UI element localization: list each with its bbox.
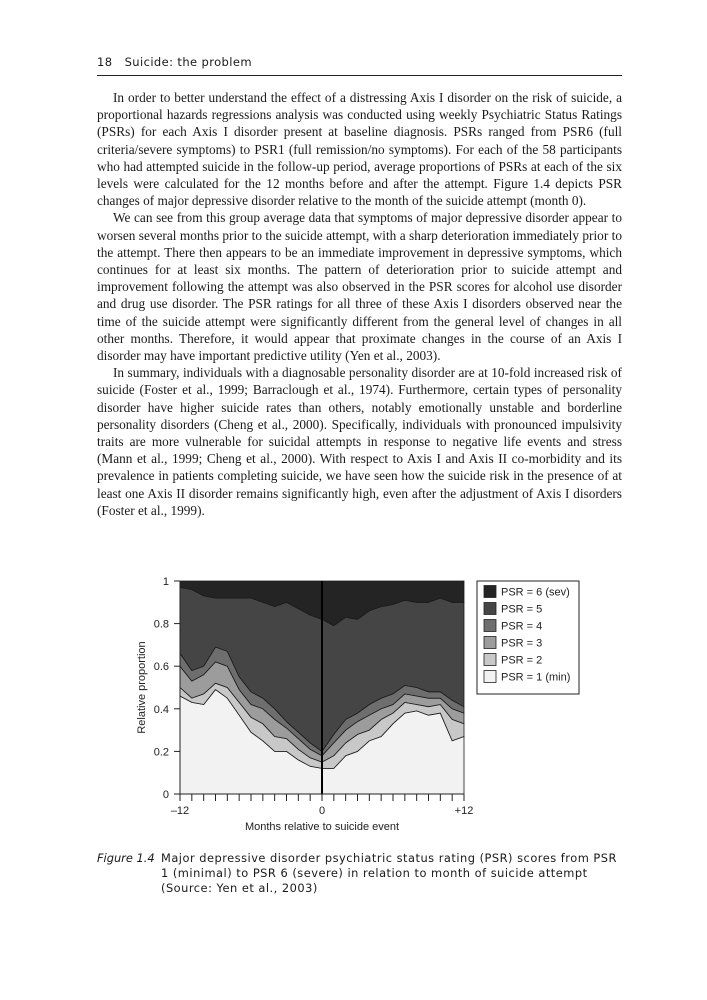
paragraph: In order to better understand the effect of a distressing Axis I disorder on the risk of suicide, a proportional hazards regressions analysis was conducted using weekly Psychiatric Status Ratings (PSRs) for each Axis I disorder present at baseline diagnosis. PSRs ranged from PSR6 (full criteria/severe symptoms) to PSR1 (full remission/no symptoms). For each of the 58 participants who had attempted suicide in the follow-up period, average proportions of PSRs at each of the six levels were calculated for the 12 months before and after the attempt. Figure 1.4 depicts PSR changes of major depressive disorder relative to the month of the suicide attempt (month 0). [97, 90, 622, 209]
y-tick-label: 1 [162, 576, 169, 588]
x-tick-label: –12 [170, 805, 190, 817]
legend-swatch [484, 637, 496, 649]
legend-label: PSR = 5 [501, 603, 543, 616]
legend-swatch [484, 671, 496, 683]
legend-swatch [484, 654, 496, 666]
running-head [97, 55, 622, 69]
y-tick-label: 0 [162, 789, 169, 801]
header-rule [97, 75, 622, 76]
caption-text: Major depressive disorder psychiatric status rating (PSR) scores from PSR 1 (minimal) to PSR 6 (severe) in relation to month of suicide attempt (Source: Yen et al., 2003) [161, 851, 617, 895]
paragraph: In summary, individuals with a diagnosable personality disorder are at 10-fold increased risk of suicide (Foster et al., 1999; Barraclough et al., 1974). Furthermore, certain types of personality disorder have higher suicide rates than others, notably emotionally unstable and borderline personality disorders (Cheng et al., 2000). Specifically, individuals with pronounced impulsivity traits are more vulnerable for suicidal attempts in response to negative life events and stress (Mann et al., 1999; Cheng et al., 2000). With respect to Axis I and Axis II co-morbidity and its prevalence in patients completing suicide, we have seen how the suicide risk in the presence of at least one Axis II disorder remains significantly high, even after the adjustment of Axis I disorders (Foster et al., 1999). [97, 365, 622, 518]
figure-label: Figure 1.4 [97, 851, 155, 865]
paragraph: We can see from this group average data that symptoms of major depressive disorder appear to worsen several months prior to the suicide attempt, with a sharp deterioration immediately prior to the attempt. There then appears to be an immediate improvement in depressive symptoms, which continues for at least six months. The pattern of deterioration prior to suicide attempt and improvement following the attempt was also observed in the PSR scores for alcohol use disorder and drug use disorder. The PSR ratings for all three of these Axis I disorders observed near the time of the suicide attempt were significantly different from the general level of changes in all other months. Therefore, it would appear that proximate changes in the course of an Axis I disorder may have important predictive utility (Yen et al., 2003). [97, 210, 622, 364]
legend-label: PSR = 1 (min) [501, 671, 571, 684]
psr-stacked-area-chart [0, 560, 707, 845]
y-tick-label: 0.2 [153, 746, 169, 759]
legend-swatch [484, 603, 496, 615]
x-axis-title: Months relative to suicide event [244, 821, 400, 833]
legend-swatch [484, 620, 496, 632]
body-text [97, 89, 622, 519]
figure-caption [97, 851, 622, 896]
x-tick-label: +12 [454, 805, 474, 817]
legend-label: PSR = 4 [501, 620, 543, 633]
legend-label: PSR = 2 [501, 654, 543, 667]
legend-swatch [484, 586, 496, 598]
legend-label: PSR = 3 [501, 637, 543, 650]
y-tick-label: 0.4 [153, 703, 169, 716]
running-title: Suicide: the problem [124, 55, 252, 69]
y-axis-title: Relative proportion [136, 641, 148, 734]
page-number: 18 [97, 55, 113, 69]
y-tick-label: 0.6 [153, 661, 169, 674]
x-tick-label: 0 [318, 805, 326, 817]
legend-label: PSR = 6 (sev) [501, 586, 570, 599]
y-tick-label: 0.8 [153, 618, 169, 631]
